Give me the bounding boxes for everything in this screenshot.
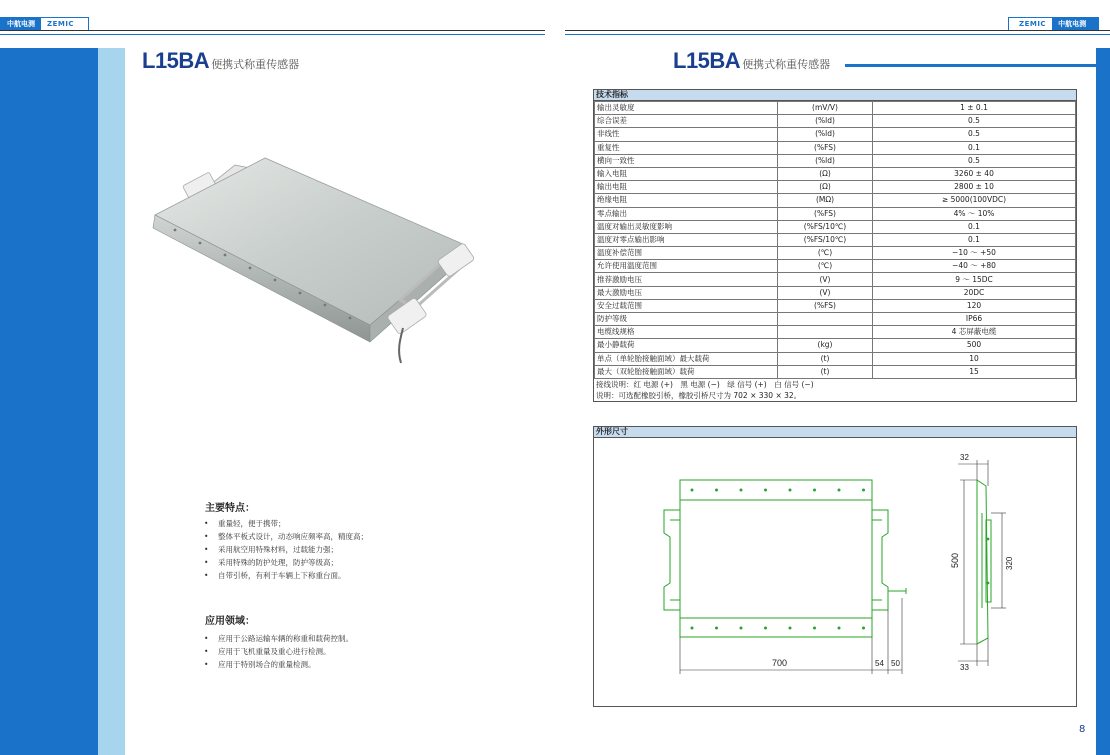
side-view-hole: [987, 582, 990, 585]
table-row: [595, 207, 1076, 220]
spec-name-cell: 允许使用温度范围: [595, 260, 778, 273]
mounting-hole: [715, 627, 718, 630]
spec-value-cell: −40 ～ +80: [873, 260, 1076, 273]
mounting-hole: [838, 489, 841, 492]
right-brand-tag: [1008, 17, 1099, 31]
list-item: • 整体平板式设计，动态响应频率高，精度高；: [200, 530, 368, 543]
spec-value-cell: 1 ± 0.1: [873, 102, 1076, 115]
top-rule-blue-right: [565, 34, 1110, 35]
spec-unit-cell: [778, 326, 873, 339]
spec-unit-cell: (℃): [778, 247, 873, 260]
dimensions-box: [593, 426, 1077, 707]
product-photo: [145, 150, 485, 365]
spec-name-cell: 温度对零点输出影响: [595, 233, 778, 246]
dim-width-label: 500: [950, 552, 960, 568]
mounting-hole: [764, 627, 767, 630]
mounting-hole: [813, 627, 816, 630]
dims-title: 外形尺寸: [594, 427, 1076, 438]
spec-notes: [594, 379, 1076, 401]
table-row: [595, 247, 1076, 260]
spec-unit-cell: (℃): [778, 260, 873, 273]
spec-note: 说明：可选配橡胶引桥，橡胶引桥尺寸为 702 × 330 × 32。: [596, 390, 802, 400]
left-page-title: [142, 48, 299, 74]
model-subtitle: 便携式称重传感器: [742, 59, 831, 71]
table-row: [595, 167, 1076, 180]
spec-value-cell: 2800 ± 10: [873, 181, 1076, 194]
table-row: [595, 154, 1076, 167]
mounting-hole: [740, 627, 743, 630]
table-row: [595, 352, 1076, 365]
spec-name-cell: 绝缘电阻: [595, 194, 778, 207]
spec-value-cell: 0.1: [873, 141, 1076, 154]
table-row: [595, 141, 1076, 154]
spec-name-cell: 温度对输出灵敏度影响: [595, 220, 778, 233]
spec-value-cell: 4% ～ 10%: [873, 207, 1076, 220]
applications-list: [200, 632, 353, 671]
mounting-hole: [862, 627, 865, 630]
features-title: 主要特点：: [205, 503, 255, 514]
dim-bridge-label: 54: [875, 659, 884, 668]
spec-unit-cell: (%FS/10℃): [778, 220, 873, 233]
top-rule-blue-left: [0, 34, 545, 35]
spec-value-cell: −10 ～ +50: [873, 247, 1076, 260]
mounting-hole: [813, 489, 816, 492]
spec-value-cell: 15: [873, 365, 1076, 378]
spec-name-cell: 输出电阻: [595, 181, 778, 194]
page-number: 8: [1079, 724, 1086, 735]
spec-unit-cell: (%FS): [778, 207, 873, 220]
features-list: [200, 517, 368, 582]
dimension-drawing: [594, 438, 1076, 706]
model-subtitle: 便携式称重传感器: [211, 59, 300, 71]
list-item: • 应用于飞机重量及重心进行检测。: [200, 645, 353, 658]
table-row: [595, 339, 1076, 352]
dim-ear-label: 50: [891, 659, 900, 668]
table-row: [595, 299, 1076, 312]
spec-name-cell: 推荐激励电压: [595, 273, 778, 286]
left-brand-tag: [0, 17, 89, 31]
spec-name-cell: 最小静载荷: [595, 339, 778, 352]
spec-value-cell: 0.5: [873, 128, 1076, 141]
mounting-hole: [715, 489, 718, 492]
right-blue-bar: [1096, 48, 1110, 755]
spec-unit-cell: [778, 313, 873, 326]
mounting-hole: [838, 627, 841, 630]
spec-value-cell: 0.1: [873, 233, 1076, 246]
spec-value-cell: 3260 ± 40: [873, 167, 1076, 180]
mounting-hole: [764, 489, 767, 492]
spec-unit-cell: (%ld): [778, 128, 873, 141]
spec-unit-cell: (mV/V): [778, 102, 873, 115]
mounting-hole: [740, 489, 743, 492]
right-bridge: [872, 510, 888, 610]
table-row: [595, 260, 1076, 273]
spec-unit-cell: (V): [778, 286, 873, 299]
top-rule-right: [565, 30, 1110, 31]
spec-name-cell: 横向一致性: [595, 154, 778, 167]
spec-unit-cell: (Ω): [778, 167, 873, 180]
spec-value-cell: IP66: [873, 313, 1076, 326]
spec-unit-cell: (%FS): [778, 141, 873, 154]
table-row: [595, 313, 1076, 326]
table-row: [595, 233, 1076, 246]
list-item: • 重量轻，便于携带；: [200, 517, 368, 530]
spec-name-cell: 防护等级: [595, 313, 778, 326]
spec-value-cell: 0.1: [873, 220, 1076, 233]
model-name: L15BA: [673, 48, 741, 73]
spec-name-cell: 电缆线规格: [595, 326, 778, 339]
top-rule-left: [0, 30, 545, 31]
list-item: • 自带引桥，有利于车辆上下称重台面。: [200, 569, 368, 582]
spec-name-cell: 输出灵敏度: [595, 102, 778, 115]
mounting-hole: [691, 627, 694, 630]
spec-name-cell: 重复性: [595, 141, 778, 154]
spec-unit-cell: (Ω): [778, 181, 873, 194]
spec-value-cell: 0.5: [873, 115, 1076, 128]
spec-value-cell: 500: [873, 339, 1076, 352]
list-item: • 应用于公路运输车辆的称重和载荷控制。: [200, 632, 353, 645]
brand-cn-label: 中航电测: [1, 18, 41, 30]
spec-name-cell: 综合误差: [595, 115, 778, 128]
spec-unit-cell: (V): [778, 273, 873, 286]
spec-name-cell: 非线性: [595, 128, 778, 141]
spec-note: 接线说明：红 电源 (+) 黑 电源 (−) 绿 信号 (+) 白 信号 (−): [596, 379, 814, 389]
table-row: [595, 365, 1076, 378]
model-name: L15BA: [142, 48, 210, 73]
spec-unit-cell: (%ld): [778, 115, 873, 128]
spec-name-cell: 最大（双轮胎接触面域）载荷: [595, 365, 778, 378]
table-row: [595, 128, 1076, 141]
mounting-hole: [789, 627, 792, 630]
dim-thickness-top-label: 32: [960, 453, 969, 462]
table-row: [595, 326, 1076, 339]
spec-value-cell: 120: [873, 299, 1076, 312]
spec-unit-cell: (t): [778, 352, 873, 365]
spec-table-box: [593, 89, 1077, 402]
brand-en-label: ZEMIC: [41, 18, 88, 30]
applications-title: 应用领域：: [205, 616, 255, 627]
title-underline: [845, 64, 1096, 67]
list-item: • 采用航空用特殊材料，过载能力强；: [200, 543, 368, 556]
dim-inner-label: 320: [1005, 556, 1014, 570]
mounting-hole: [789, 489, 792, 492]
table-row: [595, 181, 1076, 194]
brand-en-label: ZEMIC: [1009, 18, 1052, 30]
list-item: • 采用特殊的防护处理，防护等级高；: [200, 556, 368, 569]
list-item: • 应用于特别场合的重量检测。: [200, 658, 353, 671]
spec-unit-cell: (%FS): [778, 299, 873, 312]
spec-unit-cell: (t): [778, 365, 873, 378]
table-row: [595, 115, 1076, 128]
spec-name-cell: 零点输出: [595, 207, 778, 220]
spec-value-cell: 9 ～ 15DC: [873, 273, 1076, 286]
spec-value-cell: 4 芯屏蔽电缆: [873, 326, 1076, 339]
spec-name-cell: 最大激励电压: [595, 286, 778, 299]
spec-unit-cell: (MΩ): [778, 194, 873, 207]
left-bridge: [664, 510, 680, 610]
table-row: [595, 220, 1076, 233]
table-row: [595, 102, 1076, 115]
mounting-hole: [862, 489, 865, 492]
right-page-title: [673, 48, 830, 74]
spec-table: [594, 101, 1076, 379]
spec-name-cell: 单点（单轮胎接触面域）最大载荷: [595, 352, 778, 365]
table-row: [595, 273, 1076, 286]
spec-value-cell: 20DC: [873, 286, 1076, 299]
spec-title: 技术指标: [594, 90, 1076, 101]
side-view-hole: [987, 538, 990, 541]
left-blue-bar: [0, 48, 98, 755]
dim-length-label: 700: [772, 658, 788, 668]
table-row: [595, 194, 1076, 207]
table-row: [595, 286, 1076, 299]
spec-unit-cell: (%FS/10℃): [778, 233, 873, 246]
brand-cn-label: 中航电测: [1052, 18, 1098, 30]
spec-value-cell: ≥ 5000(100VDC): [873, 194, 1076, 207]
left-light-bar: [98, 48, 125, 755]
spec-unit-cell: (kg): [778, 339, 873, 352]
mounting-hole: [691, 489, 694, 492]
plate-outline: [680, 480, 872, 637]
dim-thickness-bottom-label: 33: [960, 663, 969, 672]
spec-value-cell: 10: [873, 352, 1076, 365]
spec-name-cell: 输入电阻: [595, 167, 778, 180]
spec-name-cell: 温度补偿范围: [595, 247, 778, 260]
spec-unit-cell: (%ld): [778, 154, 873, 167]
spec-value-cell: 0.5: [873, 154, 1076, 167]
spec-name-cell: 安全过载范围: [595, 299, 778, 312]
